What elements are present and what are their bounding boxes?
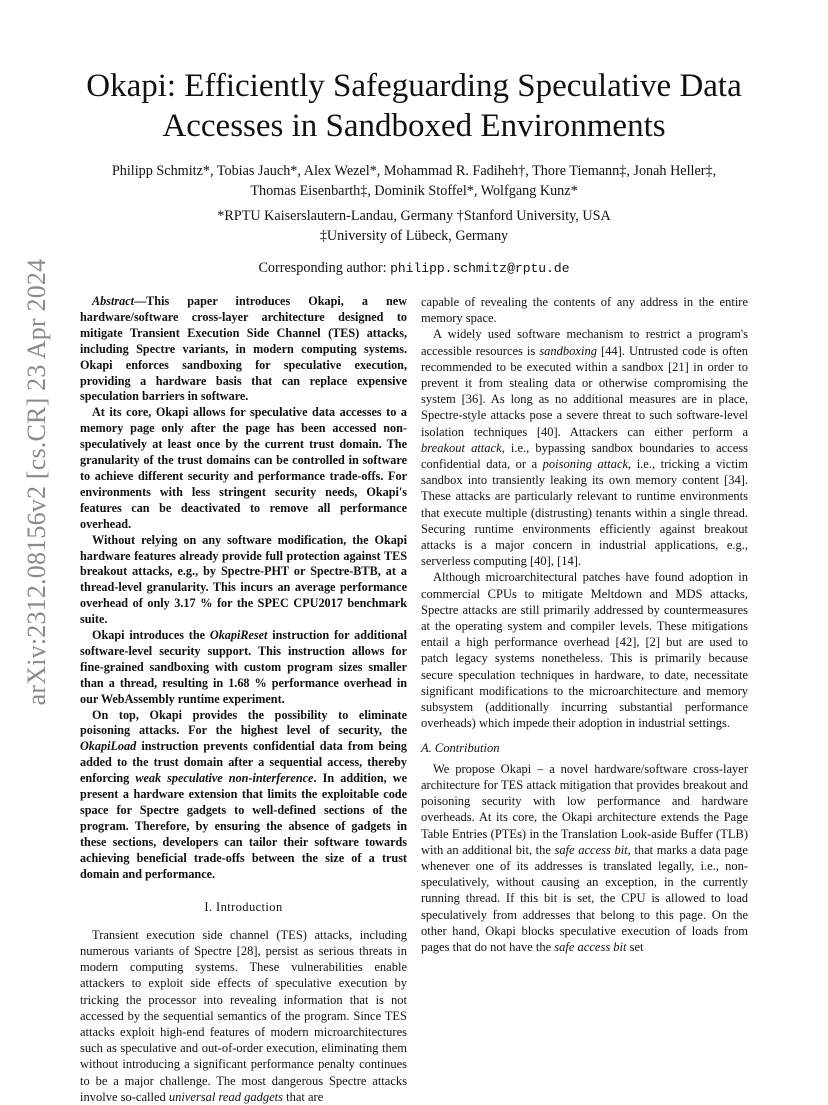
corresponding-author (70, 258, 758, 279)
corresponding-label: Corresponding author: (258, 260, 387, 276)
right-paragraph-2: Although microarchitectural patches have found adoption in commercial CPUs to mitigate Meltdown and MDS attacks, Spectre attacks are still primarily addressed by countermeasures at the operating system and compiler levels. These mitigations entail a high performance overhead [42], [2] but are used to patch legacy systems nonetheless. This is primarily because secure speculation techniques in hardware, to date, necessitate significant modifications to the microarchitecture and memory subsystem (additionally incurring substantial performance overheads) which impede their adoption in industrial settings. (421, 570, 748, 731)
paper-title: Okapi: Efficiently Safeguarding Speculative Data Accesses in Sandboxed Environments (86, 68, 742, 144)
abstract-paragraph-3: Without relying on any software modification, the Okapi hardware features already provide full protection against TES breakout attacks, e.g., by Spectre-PHT or Spectre-BTB, at a thread-level granularity. This incurs an average performance overhead of only 3.17 % for the SPEC CPU2017 benchmark suite. (80, 532, 407, 627)
abstract-paragraph-5: On top, Okapi provides the possibility to eliminate poisoning attacks. For the highest level of security, the OkapiLoad instruction prevents confidential data from being added to the trust domain after a sequential access, thereby enforcing weak speculative non-interference. In addition, we present a hardware extension that limits the exploitable code space for Spectre gadgets to well-defined sections of the program. Therefore, by ensuring the absence of gadgets in these sections, developers can tailor their software towards achieving beneficial trade-offs between the size of a trust domain and performance. (80, 707, 407, 881)
arxiv-identifier-stamp (20, 258, 54, 706)
left-column (80, 294, 407, 1105)
author-line-2: Thomas Eisenbarth‡, Dominik Stoffel*, Wolfgang Kunz* (250, 183, 578, 199)
right-paragraph-1: A widely used software mechanism to restrict a program's accessible resources is sandboxing [44]. Untrusted code is often recommended to be executed within a sandbox [21] in order to prevent it from stealing data or otherwise compromising the system [36]. As long as no additional measures are in place, Spectre-style attacks pose a severe threat to such software-level isolation techniques [40]. Attackers can either perform a breakout attack, i.e., bypassing sandbox boundaries to access confidential data, or a poisoning attack, i.e., tricking a victim sandbox into transiently leaking its own memory content [34]. These attacks are particularly relevant to runtime environments that execute multiple (distrusting) tenants within a single thread. Securing runtime environments efficiently against breakout attacks is a major concern in industrial applications, e.g., serverless computing [40], [14]. (421, 327, 748, 569)
affiliation-line-1: *RPTU Kaiserslautern-Landau, Germany †Stanford University, USA (217, 208, 611, 224)
right-column (421, 294, 748, 955)
right-paragraph-0: capable of revealing the contents of any address in the entire memory space. (421, 295, 748, 326)
arxiv-identifier: arXiv:2312.08156v2 [cs.CR] 23 Apr 2024 (22, 258, 51, 706)
author-list (70, 161, 758, 201)
abstract-paragraph-2: At its core, Okapi allows for speculative data accesses to a memory page only after the page has been accessed non-speculatively at least once by the current trust domain. The granularity of the trust domains can be controlled in software to achieve different security and performance trade-offs. For environments with less stringent security needs, Okapi's features can be deactivated to remove all performance overhead. (80, 405, 407, 531)
intro-paragraph-1: Transient execution side channel (TES) attacks, including numerous variants of Spectre [28], persist as serious threats in modern computing systems. These vulnerabilities enable attackers to exploit side effects of speculative execution by tricking the processor into revealing information that is not accessed by the sequential semantics of the program. Since TES attacks exploit high-end features of modern microarchitectures such as speculative and out-of-order execution, eliminating them without introducing a significant performance penalty continues to be a major challenge. The most dangerous Spectre attacks involve so-called universal read gadgets that are (80, 927, 407, 1104)
abstract-paragraph-1: Abstract—This paper introduces Okapi, a new hardware/software cross-layer architecture designed to mitigate Transient Execution Side Channel (TES) attacks, including Spectre variants, in modern computing systems. Okapi enforces sandboxing for speculative execution, providing a hardware basis that can replace expensive speculation barriers in software. (80, 294, 407, 404)
affiliation-line-2: ‡University of Lübeck, Germany (319, 228, 509, 244)
abstract-label: Abstract (92, 294, 134, 308)
affiliations (70, 206, 758, 246)
abstract-paragraph-4: Okapi introduces the OkapiReset instruction for additional software-level security support. This instruction allows for fine-grained sandboxing with custom program sizes smaller than a thread, resulting in 1.68 % performance overhead in our WebAssembly runtime experiment. (80, 628, 407, 706)
section-heading-introduction: I. Introduction (204, 899, 283, 914)
author-line-1: Philipp Schmitz*, Tobias Jauch*, Alex Wezel*, Mohammad R. Fadiheh†, Thore Tiemann‡, Jonah Heller‡, (111, 163, 717, 179)
corresponding-email[interactable]: philipp.schmitz@rptu.de (390, 261, 570, 276)
right-paragraph-3: We propose Okapi – a novel hardware/software cross-layer architecture for TES attack mitigation that provides breakout and poisoning security with low performance and hardware overheads. At its core, the Okapi architecture extends the Page Table Entries (PTEs) in the Translation Look-aside Buffer (TLB) with an additional bit, the safe access bit, that marks a data page whenever one of its addresses is translated legally, i.e., non-speculatively, without causing an exception, in the currently running thread. If this bit is set, the CPU is allowed to load speculatively from addresses that belong to this page. On the other hand, Okapi blocks speculative execution of loads from pages that do not have the safe access bit set (421, 761, 748, 954)
abstract (80, 294, 407, 883)
subsection-heading-contribution: A. Contribution (421, 741, 500, 756)
